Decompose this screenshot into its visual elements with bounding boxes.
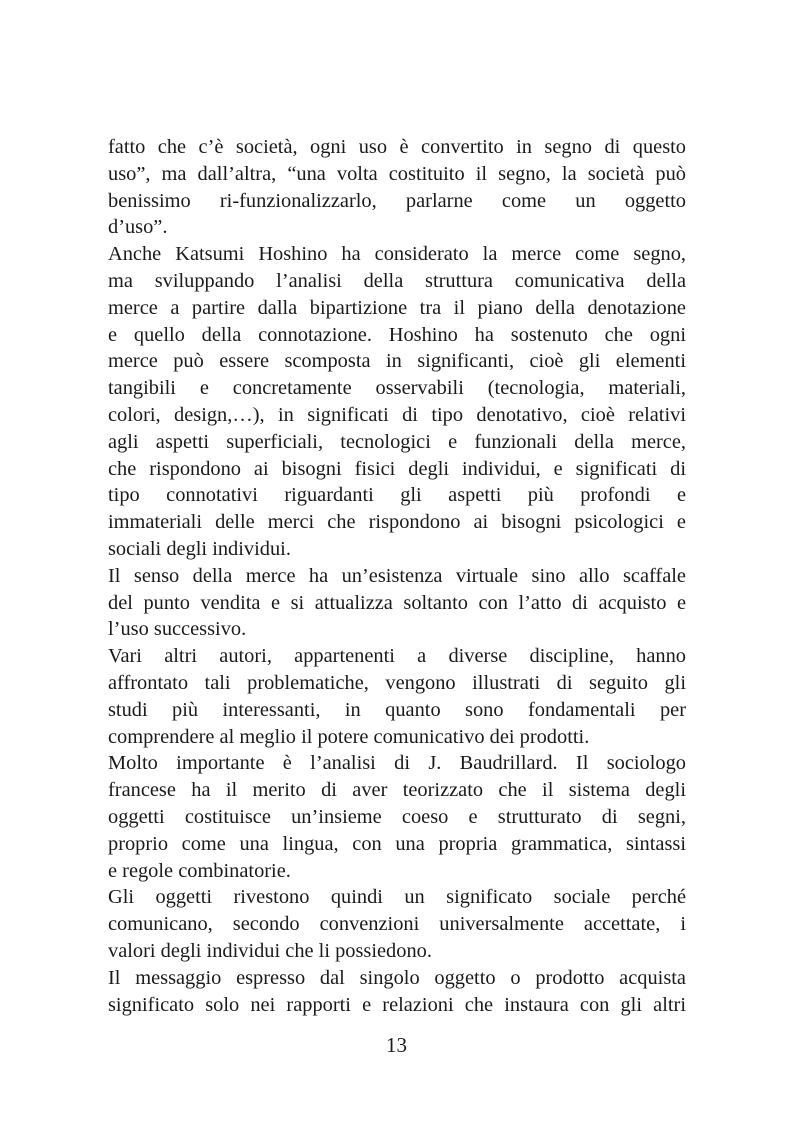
text-line: tangibili e concretamente osservabili (tecnologia, materiali, bbox=[108, 377, 686, 400]
paragraph-3 bbox=[108, 563, 686, 643]
text-line: fatto che c’è società, ogni uso è convertito in segno di questo bbox=[108, 136, 686, 158]
text-line: merce a partire dalla bipartizione tra il piano della denotazione bbox=[108, 296, 686, 319]
text-line: merce può essere scomposta in significanti, cioè gli elementi bbox=[108, 350, 686, 373]
text-line: agli aspetti superficiali, tecnologici e funzionali della merce, bbox=[108, 430, 686, 453]
text-line: sociali degli individui. bbox=[108, 537, 291, 560]
text-line: comunicano, secondo convenzioni universalmente accettate, i bbox=[108, 913, 686, 936]
text-line: Il messaggio espresso dal singolo oggetto o prodotto acquista bbox=[108, 966, 686, 989]
text-line: Anche Katsumi Hoshino ha considerato la merce come segno, bbox=[108, 243, 686, 266]
text-line: colori, design,…), in significati di tipo denotativo, cioè relativi bbox=[108, 403, 686, 426]
paragraph-1 bbox=[108, 134, 686, 241]
text-line: francese ha il merito di aver teorizzato che il sistema degli bbox=[108, 779, 686, 802]
text-line: e quello della connotazione. Hoshino ha sostenuto che ogni bbox=[108, 323, 686, 346]
text-line: tipo connotativi riguardanti gli aspetti più profondi e bbox=[108, 484, 686, 507]
text-line: significato solo nei rapporti e relazioni che instaura con gli altri bbox=[108, 993, 686, 1016]
paragraph-6 bbox=[108, 884, 686, 964]
page-body-text bbox=[108, 134, 686, 1018]
text-line: Molto importante è l’analisi di J. Baudrillard. Il sociologo bbox=[108, 752, 686, 775]
text-line: benissimo ri-funzionalizzarlo, parlarne come un oggetto bbox=[108, 189, 686, 212]
text-line: immateriali delle merci che rispondono ai bisogni psicologici e bbox=[108, 511, 686, 534]
text-line: Il senso della merce ha un’esistenza virtuale sino allo scaffale bbox=[108, 564, 686, 587]
text-line: studi più interessanti, in quanto sono fondamentali per bbox=[108, 698, 686, 721]
text-line: affrontato tali problematiche, vengono illustrati di seguito gli bbox=[108, 671, 686, 694]
paragraph-5 bbox=[108, 750, 686, 884]
text-line: proprio come una lingua, con una propria grammatica, sintassi bbox=[108, 832, 686, 855]
text-line: oggetti costituisce un’insieme coeso e strutturato di segni, bbox=[108, 805, 686, 828]
text-line: l’uso successivo. bbox=[108, 618, 247, 641]
text-line: comprendere al meglio il potere comunicativo dei prodotti. bbox=[108, 725, 590, 748]
page-number: 13 bbox=[386, 1033, 407, 1057]
text-line: d’uso”. bbox=[108, 216, 168, 239]
text-line: e regole combinatorie. bbox=[108, 859, 291, 882]
text-line: uso”, ma dall’altra, “una volta costituito il segno, la società può bbox=[108, 162, 686, 185]
text-line: Vari altri autori, appartenenti a diverse discipline, hanno bbox=[108, 645, 686, 668]
text-line: che rispondono ai bisogni fisici degli individui, e significati di bbox=[108, 457, 686, 480]
text-line: del punto vendita e si attualizza soltanto con l’atto di acquisto e bbox=[108, 591, 686, 614]
paragraph-4 bbox=[108, 643, 686, 750]
paragraph-2 bbox=[108, 241, 686, 563]
paragraph-7 bbox=[108, 965, 686, 1019]
text-line: ma sviluppando l’analisi della struttura comunicativa della bbox=[108, 269, 686, 292]
text-line: valori degli individui che li possiedono. bbox=[108, 939, 432, 962]
text-line: Gli oggetti rivestono quindi un significato sociale perché bbox=[108, 886, 686, 909]
